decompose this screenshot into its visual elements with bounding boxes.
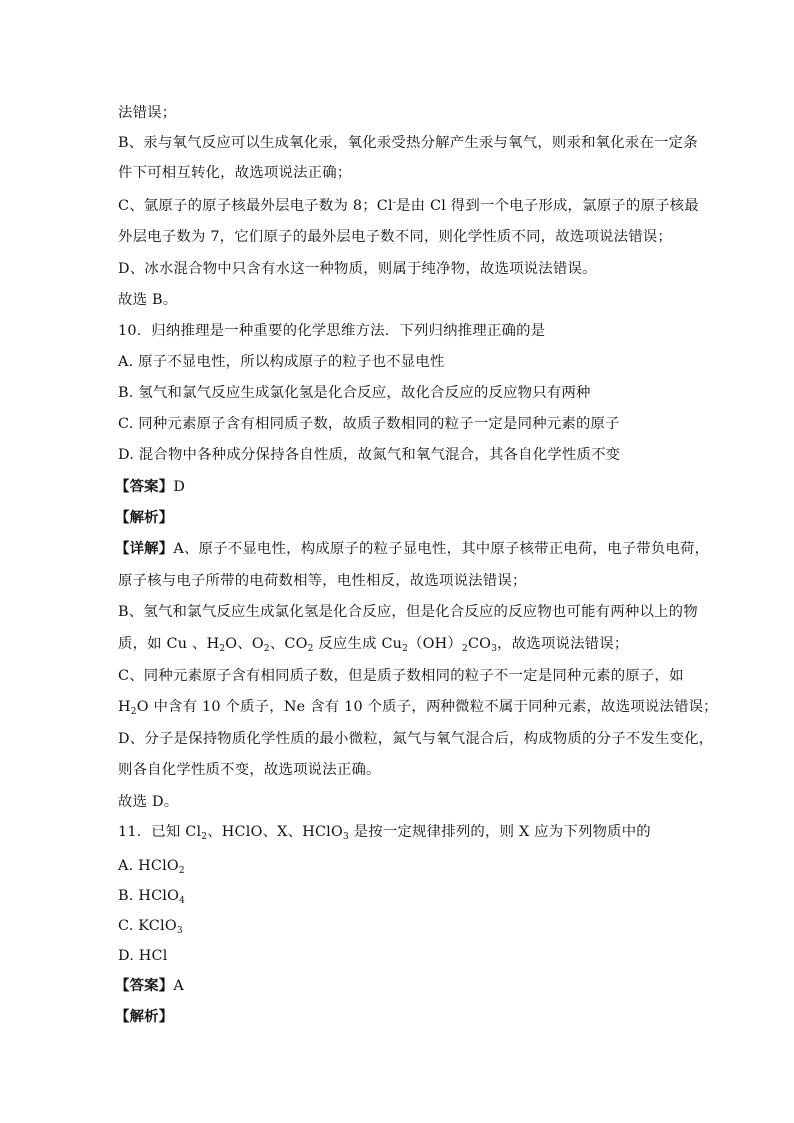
prev-conclusion: 故选 B。 [118, 292, 178, 308]
q10-detail-d-line-1: D、分子是保持物质化学性质的最小微粒，氮气与氧气混合后，构成物质的分子不发生变化， [118, 731, 714, 747]
prev-option-b-line-2: 件下可相互转化，故选项说法正确； [118, 165, 352, 181]
q10-detail-b-line-2: 质，如 Cu 、$H_2O$、$O_2$、$CO_2$ 反应生成 $Cu_2(OH)_2CO_3$，故选项说法错误； [118, 636, 629, 654]
q11-analysis-tag: 【解析】 [115, 1008, 174, 1025]
q10-detail-b-line-1: B、氢气和氯气反应生成氯化氢是化合反应，但是化合反应的反应物也可能有两种以上的物 [118, 604, 698, 620]
q11-option-d: D. HCl [118, 948, 168, 964]
q10-detail-line-2: 原子核与电子所带的电荷数相等，电性相反，故选项说法错误； [118, 573, 527, 589]
q10-stem: 10．归纳推理是一种重要的化学思维方法．下列归纳推理正确的是 [118, 323, 546, 339]
q11-option-b: B. HClO$_4$ [118, 888, 186, 906]
prev-line-1: 法错误； [118, 105, 177, 121]
answer-value: A [173, 978, 184, 994]
q10-option-a: A. 原子不显电性，所以构成原子的粒子也不显电性 [118, 354, 445, 370]
q11-answer [115, 976, 184, 996]
q10-detail-c-line-2: $H_2O$ 中含有 10 个质子，Ne 含有 10 个质子，两种微粒不属于同种元素，故选项说法错误； [118, 699, 718, 717]
q11-stem: 11．已知 $Cl_2$、HClO、X、HClO$_3$ 是按一定规律排列的，则 X 应为下列物质中的 [118, 824, 651, 842]
q10-option-c: C. 同种元素原子含有相同质子数，故质子数相同的粒子一定是同种元素的原子 [118, 416, 620, 432]
prev-option-d-line-1: D、冰水混合物中只含有水这一种物质，则属于纯净物，故选项说法错误。 [118, 261, 597, 277]
q10-analysis-tag: 【解析】 [115, 509, 174, 526]
q10-conclusion: 故选 D。 [118, 794, 179, 810]
prev-option-c-line-1: C、氩原子的原子核最外层电子数为 8；Cl-是由 Cl 得到一个电子形成，氯原子的原子核最 [118, 198, 699, 214]
q11-option-c: C. KClO$_3$ [118, 918, 183, 936]
q10-detail-d-line-2: 则各自化学性质不变，故选项说法正确。 [118, 762, 381, 778]
q10-detail-c-line-1: C、同种元素原子含有相同质子数，但是质子数相同的粒子不一定是同种元素的原子，如 [118, 668, 684, 684]
q10-option-b: B. 氢气和氯气反应生成氯化氢是化合反应，故化合反应的反应物只有两种 [118, 385, 591, 401]
prev-option-b-line-1: B、汞与氧气反应可以生成氧化汞，氧化汞受热分解产生汞与氧气，则汞和氧化汞在一定条 [118, 135, 698, 151]
q10-option-d: D. 混合物中各种成分保持各自性质，故氮气和氧气混合，其各自化学性质不变 [118, 447, 621, 463]
q11-option-a: A. HClO$_2$ [118, 858, 185, 876]
prev-option-c-line-2: 外层电子数为 7，它们原子的最外层电子数不同，则化学性质不同，故选项说法错误； [118, 229, 672, 245]
q10-answer [115, 477, 185, 497]
detail-tag: 【详解】 [115, 540, 174, 557]
q10-detail-line-1: 【详解】A、原子不显电性，构成原子的粒子显电性，其中原子核带正电荷，电子带负电荷， [115, 540, 710, 557]
answer-value: D [173, 479, 186, 495]
answer-tag: 【答案】 [115, 977, 174, 994]
answer-tag: 【答案】 [115, 478, 174, 495]
